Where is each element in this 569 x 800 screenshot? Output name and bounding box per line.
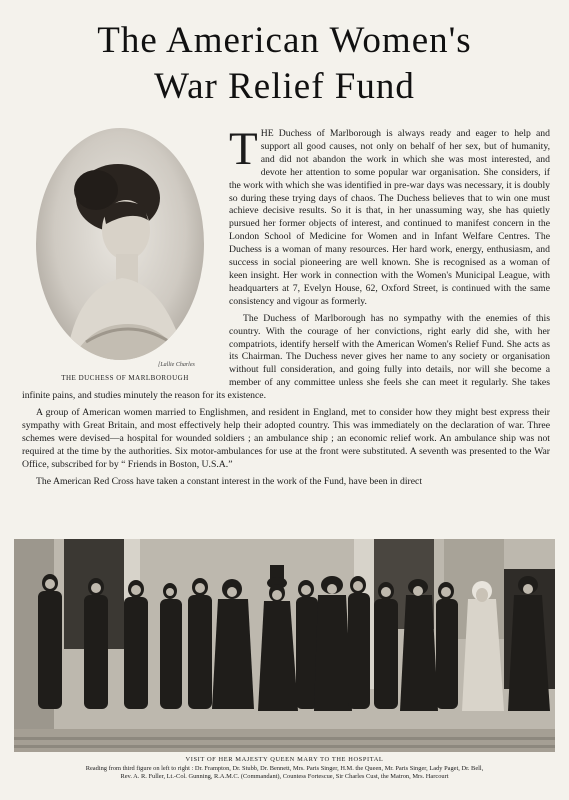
hospital-group-photo: [14, 539, 555, 752]
drop-cap: T: [229, 123, 258, 175]
title-line-1: The American Women's: [97, 20, 472, 61]
paragraph-3: A group of American women married to Englishmen, and resident in England, met to consider how they might best express their sympathy with Great Britain, and most effectively help their adopted country. This was immediately on the declaration of war. Three schemes were devised—a hospital for wounded soldiers ; an ambulance ship ; an economic relief work. An ambulance ship was not required at the time by the authorities. Six motor-ambulances for use at the front were substituted. A seventh was presented to the War Office, subscribed for by “ Friends in Boston, U.S.A.”: [22, 407, 550, 470]
article-title: [0, 18, 569, 110]
photo-caption-line-1: Reading from third figure on left to right : Dr. Frampton, Dr. Stubb, Dr. Bennett, Mrs. Paris Singer, H.M. the Queen, Mr. Paris Singer, Lady Paget, Dr. Bell,: [85, 765, 484, 772]
portrait-caption: THE DUCHESS OF MARLBOROUGH: [61, 374, 189, 382]
article-body: [22, 123, 550, 492]
photo-caption-line-2: Rev. A. R. Fuller, Lt.-Col. Gunning, R.A.M.C. (Commandant), Countess Fortescue, Sir Charles Cust, the Matron, Mrs. Harcourt: [120, 773, 449, 780]
paragraph-1-text: HE Duchess of Marlborough is always ready and eager to help and support all good causes, not only on behalf of her sex, but of humanity, and did not abandon the work in which she was most interested, and devote her attention to some popular war organisation. She considers, if the work with which she was identified in pre-war days was necessary, it is doubly so during these trying days of chaos. The Duchess believes that to win one must achieve decisive results. So it is that, in her unassuming way, she has quietly pursued her former objects of interest, and continued to manifest concern in the London School of Medicine for Women and in Infant Welfare Centres. The Duchess is a woman of many resources. Her hard work, energy, enthusiasm, and success in social pioneering are well known. She is recognised as a woman of keen insight. Her work in connection with the Women's Municipal League, with headquarters at 7, Evelyn House, 62, Oxford Street, is continued with the same consistency and vigour as formerly.: [229, 128, 550, 307]
group-photo-caption: [20, 756, 549, 781]
photo-caption-title: VISIT OF HER MAJESTY QUEEN MARY TO THE HOSPITAL: [185, 756, 384, 763]
group-photo-illustration: [14, 539, 555, 752]
portrait-wrap-space: [22, 128, 229, 384]
paragraph-4: The American Red Cross have taken a constant interest in the work of the Fund, have been in direct: [36, 475, 423, 487]
photo-credit: [Lallie Charles: [158, 362, 195, 368]
paragraph-2: The Duchess of Marlborough has no sympathy with the enemies of this country. With the courage of her convictions, right early did she, with her compatriots, identify herself with the American Women's Relief Fund. She acts as its Chairman. The Duchess never gives her name to any society or organisation without full consideration, and going fully into details, nor will she become a member of any committee unless she feels she can meet it regularly. She takes infinite pains, and studies minutely the reason for its existence.: [22, 312, 550, 402]
title-line-2: War Relief Fund: [154, 66, 415, 107]
